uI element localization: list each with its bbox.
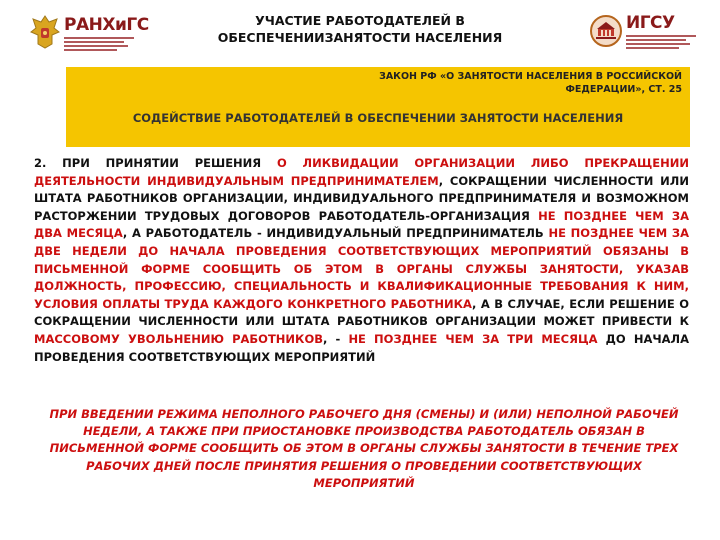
page-title: УЧАСТИЕ РАБОТОДАТЕЛЕЙ В ОБЕСПЕЧЕНИИЗАНЯТОСТИ НАСЕЛЕНИЯ xyxy=(217,13,503,45)
article-paragraph xyxy=(34,155,689,366)
logo-caption-lines xyxy=(626,35,696,49)
law-panel xyxy=(66,67,690,147)
highlight-segment: НЕ ПОЗДНЕЕ ЧЕМ ЗА ТРИ МЕСЯЦА xyxy=(348,331,598,346)
logo-name: РАНХиГС xyxy=(64,14,149,35)
highlight-segment: МАССОВОМУ УВОЛЬНЕНИЮ РАБОТНИКОВ xyxy=(34,331,323,346)
text-segment: , СОКРАЩЕНИИ ЧИСЛЕННОСТИ ИЛИ ШТАТА РАБОТНИКОВ ОРГАНИЗАЦИИ, ИНДИВИДУАЛЬНОГО ПРЕДПРИНИМАТЕЛЯ И ВОЗМОЖНОМ РАСТОРЖЕНИИ ТРУДОВЫХ ДОГОВОРОВ РАБОТОДАТЕЛЬ-ОРГАНИЗАЦИЯ xyxy=(34,173,689,223)
text-segment: , - xyxy=(323,331,349,346)
italic-note: ПРИ ВВЕДЕНИИ РЕЖИМА НЕПОЛНОГО РАБОЧЕГО ДНЯ (СМЕНЫ) И (ИЛИ) НЕПОЛНОЙ РАБОЧЕЙ НЕДЕЛИ, А ТАКЖЕ ПРИ ПРИОСТАНОВКЕ ПРОИЗВОДСТВА РАБОТОДАТЕЛЬ ОБЯЗАН В ПИСЬМЕННОЙ ФОРМЕ СООБЩИТЬ ОБ ЭТОМ В ОРГАНЫ СЛУЖБЫ ЗАНЯТОСТИ В ТЕЧЕНИЕ ТРЕХ РАБОЧИХ ДНЕЙ ПОСЛЕ ПРИНЯТИЯ РЕШЕНИЯ О ПРОВЕДЕНИИ СООТВЕТСТВУЮЩИХ МЕРОПРИЯТИЙ xyxy=(49,407,679,490)
ranepa-logo xyxy=(30,14,149,54)
highlight-segment: НЕ ПОЗДНЕЕ ЧЕМ ЗА ДВА МЕСЯЦА xyxy=(34,208,689,241)
igsu-logo xyxy=(590,14,696,51)
law-reference: ЗАКОН РФ «О ЗАНЯТОСТИ НАСЕЛЕНИЯ В РОССИЙСКОЙ ФЕДЕРАЦИИ», СТ. 25 xyxy=(379,71,682,95)
panel-heading: СОДЕЙСТВИЕ РАБОТОДАТЕЛЕЙ В ОБЕСПЕЧЕНИИ ЗАНЯТОСТИ НАСЕЛЕНИЯ xyxy=(132,111,624,125)
text-segment: ДО НАЧАЛА ПРОВЕДЕНИЯ СООТВЕТСТВУЮЩИХ МЕРОПРИЯТИЙ xyxy=(34,331,689,364)
text-segment: 2. ПРИ ПРИНЯТИИ РЕШЕНИЯ xyxy=(34,156,277,170)
logo-name: ИГСУ xyxy=(626,13,675,33)
highlight-segment: О ЛИКВИДАЦИИ ОРГАНИЗАЦИИ ЛИБО ПРЕКРАЩЕНИИ ДЕЯТЕЛЬНОСТИ ИНДИВИДУАЛЬНЫМ ПРЕДПРИНИМАТЕЛЕМ xyxy=(34,156,689,188)
logo-caption-lines xyxy=(64,37,134,51)
eagle-emblem-icon xyxy=(30,14,60,54)
highlight-segment: НЕ ПОЗДНЕЕ ЧЕМ ЗА ДВЕ НЕДЕЛИ ДО НАЧАЛА ПРОВЕДЕНИЯ СООТВЕТСТВУЮЩИХ МЕРОПРИЯТИЙ ОБЯЗАНЫ В ПИСЬМЕННОЙ ФОРМЕ СООБЩИТЬ ОБ ЭТОМ В ОРГАНЫ СЛУЖБЫ ЗАНЯТОСТИ, УКАЗАВ ДОЛЖНОСТЬ, ПРОФЕССИЮ, СПЕЦИАЛЬНОСТЬ И КВАЛИФИКАЦИОННЫЕ ТРЕБОВАНИЯ К НИМ, УСЛОВИЯ ОПЛАТЫ ТРУДА КАЖДОГО КОНКРЕТНОГО РАБОТНИКА xyxy=(34,226,689,311)
building-emblem-icon xyxy=(590,15,622,51)
text-segment: , А В СЛУЧАЕ, ЕСЛИ РЕШЕНИЕ О СОКРАЩЕНИИ ЧИСЛЕННОСТИ ИЛИ ШТАТА РАБОТНИКОВ ОРГАНИЗАЦИИ МОЖЕТ ПРИВЕСТИ К xyxy=(34,296,690,329)
text-segment: , А РАБОТОДАТЕЛЬ - ИНДИВИДУАЛЬНЫЙ ПРЕДПРИНИМАТЕЛЬ xyxy=(122,226,549,241)
